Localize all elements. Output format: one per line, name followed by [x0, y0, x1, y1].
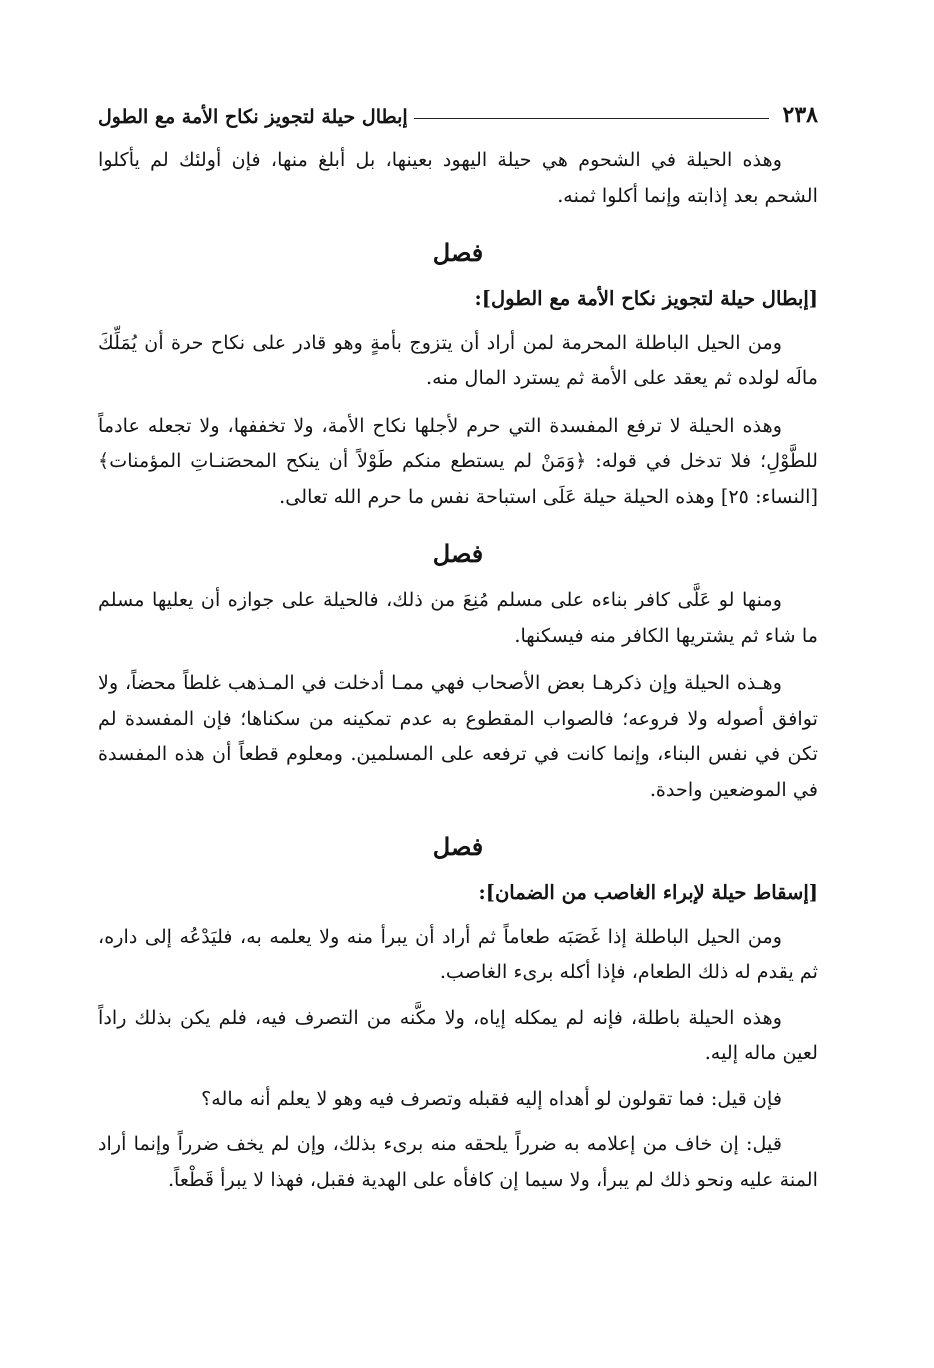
paragraph-6: ومن الحيل الباطلة إذا غَصَبَه طعاماً ثم أراد أن يبرأ منه ولا يعلمه به، فليَدْعُه إلى داره، ثم يقدم له ذلك الطعام، فإذا أكله برىء الغاصب. — [98, 924, 818, 983]
page-number: ٢٣٨ — [782, 102, 818, 128]
header-rule — [414, 118, 769, 119]
subheading-1: [إبطال حيلة لتجويز نكاح الأمة مع الطول]: — [474, 287, 818, 310]
paragraph-4: ومنها لو عَلَّى كافر بناءه على مسلم مُنِعَ من ذلك، فالحيلة على جوازه أن يعليها مسلم ما شاء ثم يشتريها الكافر منه فيسكنها. — [98, 588, 818, 647]
page-header — [98, 88, 818, 128]
paragraph-8: فإن قيل: فما تقولون لو أهداه إليه فقبله وتصرف فيه وهو لا يعلم أنه ماله؟ — [201, 1086, 782, 1110]
section-heading-2: فصل — [432, 539, 484, 568]
paragraph-9: قيل: إن خاف من إعلامه به ضرراً يلحقه منه برىء بذلك، وإن لم يخف ضرراً وإنما أراد المنة عليه ونحو ذلك لم يبرأ، ولا سيما إن كافأه على الهدية فقبل، فهذا لا يبرأ قَطْعاً. — [98, 1132, 818, 1191]
section-heading-1: فصل — [432, 238, 484, 267]
paragraph-5: وهـذه الحيلة وإن ذكرهـا بعض الأصحاب فهي ممـا أدخلت في المـذهب غلطاً محضاً، ولا توافق أصوله ولا فروعه؛ فالصواب المقطوع به عدم تمكينه من سكناها؛ فإن المفسدة لم تكن في نفس البناء، وإنما كانت في ترفعه على المسلمين. ومعلوم قطعاً أن هذه المفسدة في الموضعين واحدة. — [98, 671, 818, 801]
paragraph-3: وهذه الحيلة لا ترفع المفسدة التي حرم لأجلها نكاح الأمة، ولا تخففها، ولا تجعله عادماً للطَّوْلِ؛ فلا تدخل في قوله: ﴿وَمَنْ لم يستطع منكم طَوْلاً أن ينكح المحصَنـاتِ المؤمنات﴾ [النساء: ٢٥] وهذه الحيلة حيلة عَلَى استباحة نفس ما حرم الله تعالى. — [98, 413, 818, 508]
paragraph-2: ومن الحيل الباطلة المحرمة لمن أراد أن يتزوج بأمةٍ وهو قادر على نكاح حرة أن يُمَلِّكَ مالَه لولده ثم يعقد على الأمة ثم يسترد المال منه. — [98, 330, 818, 389]
subheading-2: [إسقاط حيلة لإبراء الغاصب من الضمان]: — [478, 881, 818, 904]
section-heading-3: فصل — [432, 832, 484, 861]
paragraph-7: وهذه الحيلة باطلة، فإنه لم يمكله إياه، ولا مكَّنه من التصرف فيه، فلم يكن بذلك راداً لعين ماله إليه. — [98, 1005, 818, 1064]
paragraph-1: وهذه الحيلة في الشحوم هي حيلة اليهود بعينها، بل أبلغ منها، فإن أولئك لم يأكلوا الشحم بعد إذابته وإنما أكلوا ثمنه. — [98, 148, 818, 207]
page-body — [98, 142, 818, 1207]
running-title: إبطال حيلة لتجويز نكاح الأمة مع الطول — [98, 106, 408, 128]
